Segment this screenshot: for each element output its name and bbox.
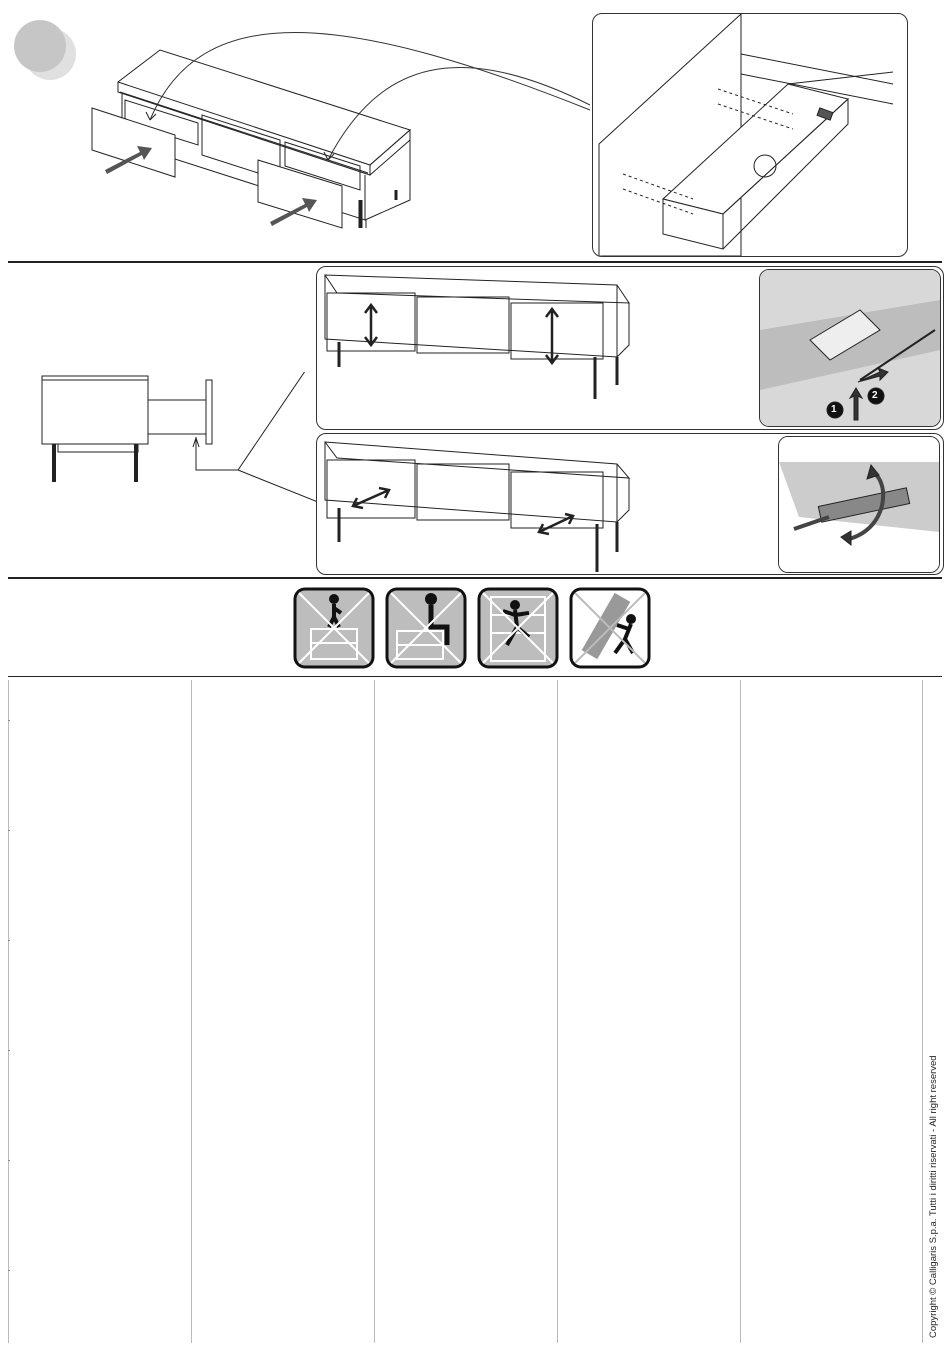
column-divider [191,680,192,1343]
no-climbing-furniture-icon [477,587,559,669]
margin-tick [8,830,10,831]
margin-tick [8,1160,10,1161]
step-badge-icon [12,20,68,76]
section-divider [8,577,942,579]
drawer-front-fixing-detail [592,13,908,257]
side-view-adjustment-illustration [38,372,318,512]
section-divider [8,261,942,263]
no-standing-on-furniture-icon [293,587,375,669]
column-divider [374,680,375,1343]
column-divider [922,680,923,1343]
copyright-notice: Copyright © Calligaris S.p.a. Tutti i diritti riservati - All right reserved [928,1055,939,1338]
margin-tick [8,940,10,941]
section-divider [8,676,942,677]
rotation-adjustment-detail [778,436,940,573]
margin-tick [8,720,10,721]
callout-1: 1 [831,404,837,415]
hinge-clip-detail [759,269,941,427]
tip-over-warning-icon [569,587,651,669]
margin-tick [8,1050,10,1051]
column-divider [8,680,9,1343]
callout-2: 2 [872,390,878,401]
margin-tick [8,1270,10,1271]
drawer-insertion-illustration [80,20,600,240]
column-divider [557,680,558,1343]
column-divider [740,680,741,1343]
no-sitting-on-furniture-icon [385,587,467,669]
